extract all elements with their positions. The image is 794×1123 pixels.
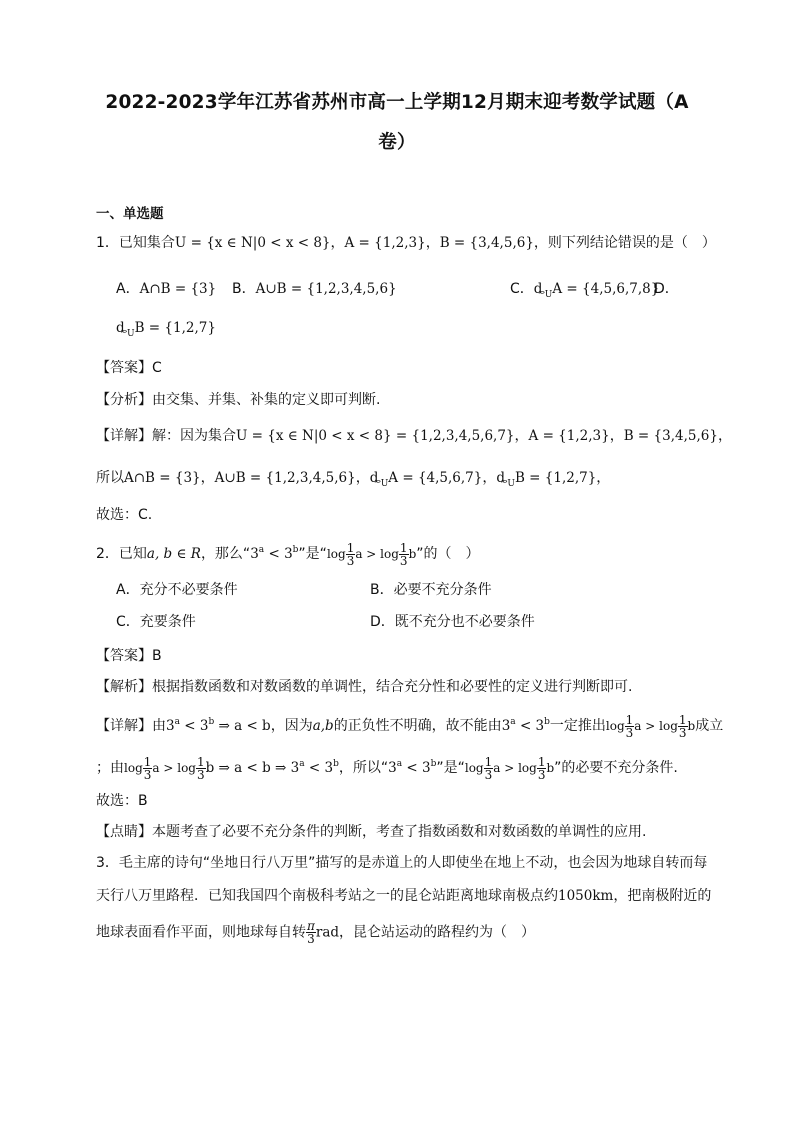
q2-detail2-log-a2: a > xyxy=(493,761,519,775)
q1-detail-sep3: ， xyxy=(717,428,732,444)
q2-stem xyxy=(96,540,480,567)
q3-line2-b: ，把南极附近的 xyxy=(613,888,712,904)
q3-distance: 1050km xyxy=(558,888,614,904)
q2-cond-sup-b: b xyxy=(292,545,299,555)
q2-detail-lt: < 3 xyxy=(179,718,209,734)
q1-option-b xyxy=(232,279,397,299)
q2-log2-base xyxy=(399,542,409,567)
q1-so-prefix: 所以 xyxy=(96,470,124,486)
q1-so-sep3: ， xyxy=(482,470,497,486)
q1-so-1: A∩B = {3} xyxy=(124,470,201,486)
q1-so-4-comp: ȡ xyxy=(496,470,508,486)
q2-detail2-log3: log xyxy=(464,761,484,775)
q2-detail-log2-base xyxy=(678,714,688,739)
q1-analysis xyxy=(96,390,380,410)
q2-stem-is: ”是“ xyxy=(298,546,327,562)
q2-comment-text: 本题考查了必要不充分条件的判断，考查了指数函数和对数函数的单调性的应用. xyxy=(152,824,647,840)
q1-analysis-tag: 【分析】 xyxy=(96,392,152,408)
q1-option-b-text: A∪B = {1,2,3,4,5,6} xyxy=(255,281,397,297)
q2-detail2-cond-mid: < 3 xyxy=(402,760,431,776)
q3-angle-unit: rad xyxy=(315,924,340,941)
q2-detail-log-a: a > xyxy=(634,719,660,733)
q1-detail-text-a: 解：因为集合 xyxy=(152,428,236,444)
q2-detail2-b: ，所以“ xyxy=(338,760,389,776)
q2-detail2-cond-sup-b: b xyxy=(430,759,437,769)
q1-detail-sep1: ， xyxy=(514,428,529,444)
q1-so-4: B = {1,2,7} xyxy=(514,470,597,486)
q2-detail-d: 一定推出 xyxy=(549,718,606,734)
q2-detail-log2-num: 1 xyxy=(678,712,687,727)
q3-line3-b: ，昆仑站运动的路程约为（ ） xyxy=(339,924,536,941)
q2-detail2-log2-base xyxy=(196,756,206,781)
q2-detail2-log3-den: 3 xyxy=(484,767,493,782)
q2-answer xyxy=(96,646,162,666)
q2-detail-c: 的正负性不明确，故不能由 xyxy=(333,718,502,734)
q1-choose: 故选：C. xyxy=(96,507,153,523)
q1-stem xyxy=(96,233,716,253)
q2-option-b: B．必要不充分条件 xyxy=(370,582,492,598)
q2-detail xyxy=(96,712,723,739)
q1-answer-tag: 【答案】 xyxy=(96,360,152,376)
q2-detail-ab: a,b xyxy=(312,718,334,734)
q1-so-sep1: ， xyxy=(200,470,215,486)
q3-line2-a: 天行八万里路程．已知我国四个南极科考站之一的昆仑站距离地球南极点约 xyxy=(96,888,558,904)
q3-line2 xyxy=(96,886,711,906)
q1-so-3: A = {4,5,6,7} xyxy=(388,470,483,486)
q2-detail2-c: ”是“ xyxy=(436,760,465,776)
q1-option-c-text: A = {4,5,6,7,8} xyxy=(552,281,660,297)
q2-detail2-cond-sup-a: a xyxy=(396,759,403,769)
q1-answer xyxy=(96,358,162,378)
q1-option-d xyxy=(116,318,216,344)
q3-line3-a: 地球表面看作平面，则地球每自转 xyxy=(96,924,306,941)
q2-stem-suffix: ”的（ ） xyxy=(416,546,480,562)
q2-detail2-log1: log xyxy=(124,761,143,775)
q2-detail2-log4: log xyxy=(518,761,537,775)
q1-option-c-comp: ȡ xyxy=(533,281,545,297)
q2-detail2-log2-num: 1 xyxy=(196,754,205,769)
q2-stem-mid: ，那么“ xyxy=(200,546,251,562)
q2-log1-num: 1 xyxy=(346,540,355,555)
q2-detail2-log3-num: 1 xyxy=(484,754,493,769)
q1-option-b-label: B． xyxy=(232,281,256,297)
q1-so-3-sub: U xyxy=(380,479,389,489)
q1-option-d-label: D． xyxy=(654,281,679,297)
q2-detail2-log4-den: 3 xyxy=(537,767,546,782)
q1-sep1: ， xyxy=(330,235,345,251)
q2-log-b: b xyxy=(408,547,417,561)
q2-detail-line2 xyxy=(96,754,678,781)
q2-detail2-log-b2: b xyxy=(546,761,555,775)
q1-set-u: U = {x ∈ N|0 < x < 8} xyxy=(174,235,331,251)
q3-angle-fraction xyxy=(306,920,316,945)
q2-detail-implies: ⇒ a < b xyxy=(214,718,271,734)
q2-detail-cond-mid: < 3 xyxy=(515,718,545,734)
q2-answer-value: B xyxy=(152,648,162,664)
q2-log-a: a > xyxy=(355,547,381,561)
q1-analysis-text: 由交集、并集、补集的定义即可判断. xyxy=(152,392,381,408)
q2-detail2-cond: 3 xyxy=(388,760,397,776)
q3-line1: 3．毛主席的诗句“坐地日行八万里”描写的是赤道上的人即使坐在地上不动，也会因为地球自转而每 xyxy=(96,855,708,871)
q1-detail-set-a: A = {1,2,3} xyxy=(528,428,610,444)
q2-option-c: C．充要条件 xyxy=(116,614,196,630)
q2-analysis-text: 根据指数函数和对数函数的单调性，结合充分性和必要性的定义进行判断即可. xyxy=(152,679,633,695)
q1-option-a-text: A∩B = {3} xyxy=(139,281,217,297)
q2-detail-log1-den: 3 xyxy=(625,725,634,740)
q2-detail-log2: log xyxy=(659,719,678,733)
q2-detail2-log3-base xyxy=(484,756,494,781)
q2-detail-cond-sup-b: b xyxy=(544,717,550,727)
q1-stem-suffix: ，则下列结论错误的是（ ） xyxy=(533,235,716,251)
q1-so-sep4: ， xyxy=(596,470,611,486)
q2-detail-b: ，因为 xyxy=(270,718,313,734)
doc-title-line2: 卷） xyxy=(378,132,416,153)
q1-option-c-label: C． xyxy=(510,281,534,297)
q1-option-d-text: B = {1,2,7} xyxy=(134,320,216,336)
q1-so-4-sub: U xyxy=(507,479,515,489)
q2-detail2-lt: < 3 xyxy=(304,760,334,776)
q2-detail-e: 成立 xyxy=(695,718,724,734)
q2-detail-log2-den: 3 xyxy=(678,725,687,740)
q2-log1-den: 3 xyxy=(346,553,355,568)
q2-vars: a, b ∈ R xyxy=(146,546,201,562)
q2-detail-a: 由 xyxy=(152,718,166,734)
q2-analysis-tag: 【解析】 xyxy=(96,679,152,695)
q1-so-sep2: ， xyxy=(355,470,370,486)
q2-log2-den: 3 xyxy=(399,553,408,568)
q2-detail2-a: ；由 xyxy=(96,760,124,776)
q1-option-c-sub: U xyxy=(544,290,553,300)
q2-detail2-d: ”的必要不充分条件. xyxy=(554,760,678,776)
q1-conclusion xyxy=(96,468,610,494)
q3-angle-num: π xyxy=(307,919,315,933)
q2-detail2-log2-den: 3 xyxy=(196,767,205,782)
q2-detail-tag: 【详解】 xyxy=(96,718,152,734)
q2-detail-log1: log xyxy=(605,719,625,733)
q1-option-d-comp: ȡ xyxy=(116,320,127,336)
q2-detail-cond-sup-a: a xyxy=(510,717,516,727)
q2-choose: 故选：B xyxy=(96,793,148,809)
q2-cond-base: 3 xyxy=(250,546,259,562)
q1-sep2: ， xyxy=(425,235,440,251)
q1-so-2: A∪B = {1,2,3,4,5,6} xyxy=(214,470,356,486)
q1-option-a xyxy=(116,279,216,299)
q1-detail-sep2: ， xyxy=(609,428,624,444)
q2-detail-log1-base xyxy=(625,714,635,739)
q3-line3 xyxy=(96,920,535,945)
q2-log2: log xyxy=(380,547,399,561)
q2-detail-base: 3 xyxy=(166,718,175,734)
q2-detail2-sup-a: a xyxy=(299,759,305,769)
q2-comment xyxy=(96,822,646,842)
q1-stem-prefix: 1．已知集合 xyxy=(96,235,175,251)
doc-title-line1: 2022-2023学年江苏省苏州市高一上学期12月期末迎考数学试题（A xyxy=(105,92,689,113)
q2-detail-log1-num: 1 xyxy=(625,712,634,727)
q1-option-a-label: A． xyxy=(116,281,140,297)
q1-detail-set-u: U = {x ∈ N|0 < x < 8} = {1,2,3,4,5,6,7} xyxy=(236,428,515,444)
q1-so-3-comp: ȡ xyxy=(369,470,381,486)
q2-answer-tag: 【答案】 xyxy=(96,648,152,664)
q1-answer-value: C xyxy=(152,360,162,376)
q2-comment-tag: 【点睛】 xyxy=(96,824,152,840)
q1-set-a: A = {1,2,3} xyxy=(344,235,426,251)
q2-detail-sup-b: b xyxy=(208,717,215,727)
q1-detail xyxy=(96,426,732,446)
q1-detail-set-b: B = {3,4,5,6} xyxy=(623,428,718,444)
q2-cond-sup-a: a xyxy=(258,545,265,555)
q1-detail-tag: 【详解】 xyxy=(96,428,152,444)
q2-stem-prefix: 2．已知 xyxy=(96,546,147,562)
q2-detail-log-b: b xyxy=(687,719,696,733)
q2-detail-sup-a: a xyxy=(174,717,180,727)
q2-log1-base xyxy=(346,542,356,567)
section-heading: 一、单选题 xyxy=(96,206,164,222)
q2-detail2-sup-b: b xyxy=(333,759,339,769)
q2-cond-mid: < 3 xyxy=(264,546,293,562)
q2-detail2-log-a: a > xyxy=(152,761,178,775)
q2-detail2-log1-num: 1 xyxy=(143,754,152,769)
q2-log1: log xyxy=(326,547,346,561)
q1-option-c xyxy=(510,279,659,305)
q1-option-d-sub: U xyxy=(127,329,135,339)
q2-detail-cond: 3 xyxy=(501,718,511,734)
q2-log2-num: 1 xyxy=(399,540,408,555)
q3-angle-den: 3 xyxy=(307,932,315,946)
q1-set-b: B = {3,4,5,6} xyxy=(439,235,534,251)
q2-detail2-math: b ⇒ a < b ⇒ 3 xyxy=(205,760,300,776)
q2-detail2-log1-den: 3 xyxy=(143,767,152,782)
q2-detail2-log1-base xyxy=(143,756,153,781)
q2-option-d: D．既不充分也不必要条件 xyxy=(370,614,535,630)
q2-analysis xyxy=(96,677,632,697)
q2-detail2-log4-num: 1 xyxy=(537,754,546,769)
q2-option-a: A．充分不必要条件 xyxy=(116,582,238,598)
q2-detail2-log2: log xyxy=(177,761,196,775)
